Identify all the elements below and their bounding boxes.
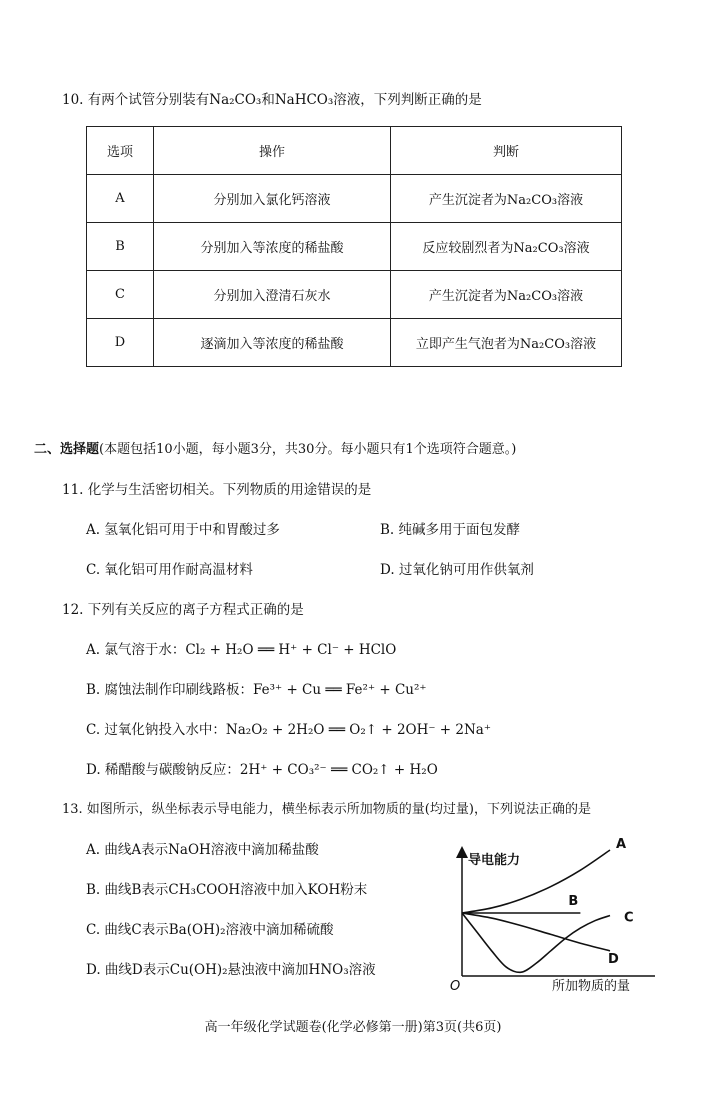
page-footer: 高一年级化学试题卷(化学必修第一册)第3页(共6页) [204,1020,502,1035]
table-row [87,223,622,271]
q11-option-a: A. 氢氧化铝可用于中和胃酸过多 [86,522,280,538]
table-header-row [87,127,622,175]
q10-stem: 10. 有两个试管分别装有Na₂CO₃和NaHCO₃溶液，下列判断正确的是 [62,92,482,108]
row-judgement: 产生沉淀者为Na₂CO₃溶液 [391,271,622,319]
series-label-b: B [568,894,579,909]
row-operation: 分别加入澄清石灰水 [154,271,391,319]
row-operation: 逐滴加入等浓度的稀盐酸 [154,319,391,367]
header-operation: 操作 [154,127,391,175]
row-option: D [87,319,154,367]
series-label-a: A [616,838,627,852]
q10-table [86,126,622,367]
section-title: 二、选择题 [34,442,100,457]
row-judgement: 产生沉淀者为Na₂CO₃溶液 [391,175,622,223]
table-row [87,175,622,223]
row-operation: 分别加入等浓度的稀盐酸 [154,223,391,271]
y-axis-label: 导电能力 [468,853,521,868]
table-row [87,319,622,367]
row-judgement: 反应较剧烈者为Na₂CO₃溶液 [391,223,622,271]
table-row [87,271,622,319]
series-line-d [462,913,610,951]
x-axis-label: 所加物质的量 [552,979,631,994]
q13-option-c: C. 曲线C表示Ba(OH)₂溶液中滴加稀硫酸 [86,922,334,938]
origin-label: O [450,979,461,994]
q13-option-b: B. 曲线B表示CH₃COOH溶液中加入KOH粉末 [86,882,368,898]
header-judgement: 判断 [391,127,622,175]
q12-option-b: B. 腐蚀法制作印刷线路板：Fe³⁺ + Cu ══ Fe²⁺ + Cu²⁺ [86,682,427,698]
row-option: A [87,175,154,223]
q13-stem: 13. 如图所示，纵坐标表示导电能力，横坐标表示所加物质的量(均过量)，下列说法正确的是 [62,802,591,817]
series-line-c [462,913,610,972]
q12-option-c: C. 过氧化钠投入水中：Na₂O₂ + 2H₂O ══ O₂↑ + 2OH⁻ + 2Na⁺ [86,722,491,738]
q12-option-d: D. 稀醋酸与碳酸钠反应：2H⁺ + CO₃²⁻ ══ CO₂↑ + H₂O [86,762,438,778]
q11-option-b: B. 纯碱多用于面包发酵 [380,522,521,538]
q11-option-d: D. 过氧化钠可用作供氧剂 [380,562,534,578]
q12-option-a: A. 氯气溶于水：Cl₂ + H₂O ══ H⁺ + Cl⁻ + HClO [86,642,397,658]
row-option: B [87,223,154,271]
section-heading [34,438,516,457]
q13-option-a: A. 曲线A表示NaOH溶液中滴加稀盐酸 [86,842,319,858]
conductivity-chart [440,838,670,998]
series-label-d: D [608,951,619,967]
q11-stem: 11. 化学与生活密切相关。下列物质的用途错误的是 [62,482,372,498]
section-note: (本题包括10小题，每小题3分，共30分。每小题只有1个选项符合题意。) [99,442,517,457]
row-option: C [87,271,154,319]
row-judgement: 立即产生气泡者为Na₂CO₃溶液 [391,319,622,367]
q13-option-d: D. 曲线D表示Cu(OH)₂悬浊液中滴加HNO₃溶液 [86,962,376,978]
header-option: 选项 [87,127,154,175]
row-operation: 分别加入氯化钙溶液 [154,175,391,223]
q12-stem: 12. 下列有关反应的离子方程式正确的是 [62,602,304,618]
q11-option-c: C. 氧化铝可用作耐高温材料 [86,562,253,578]
series-label-c: C [624,910,634,926]
